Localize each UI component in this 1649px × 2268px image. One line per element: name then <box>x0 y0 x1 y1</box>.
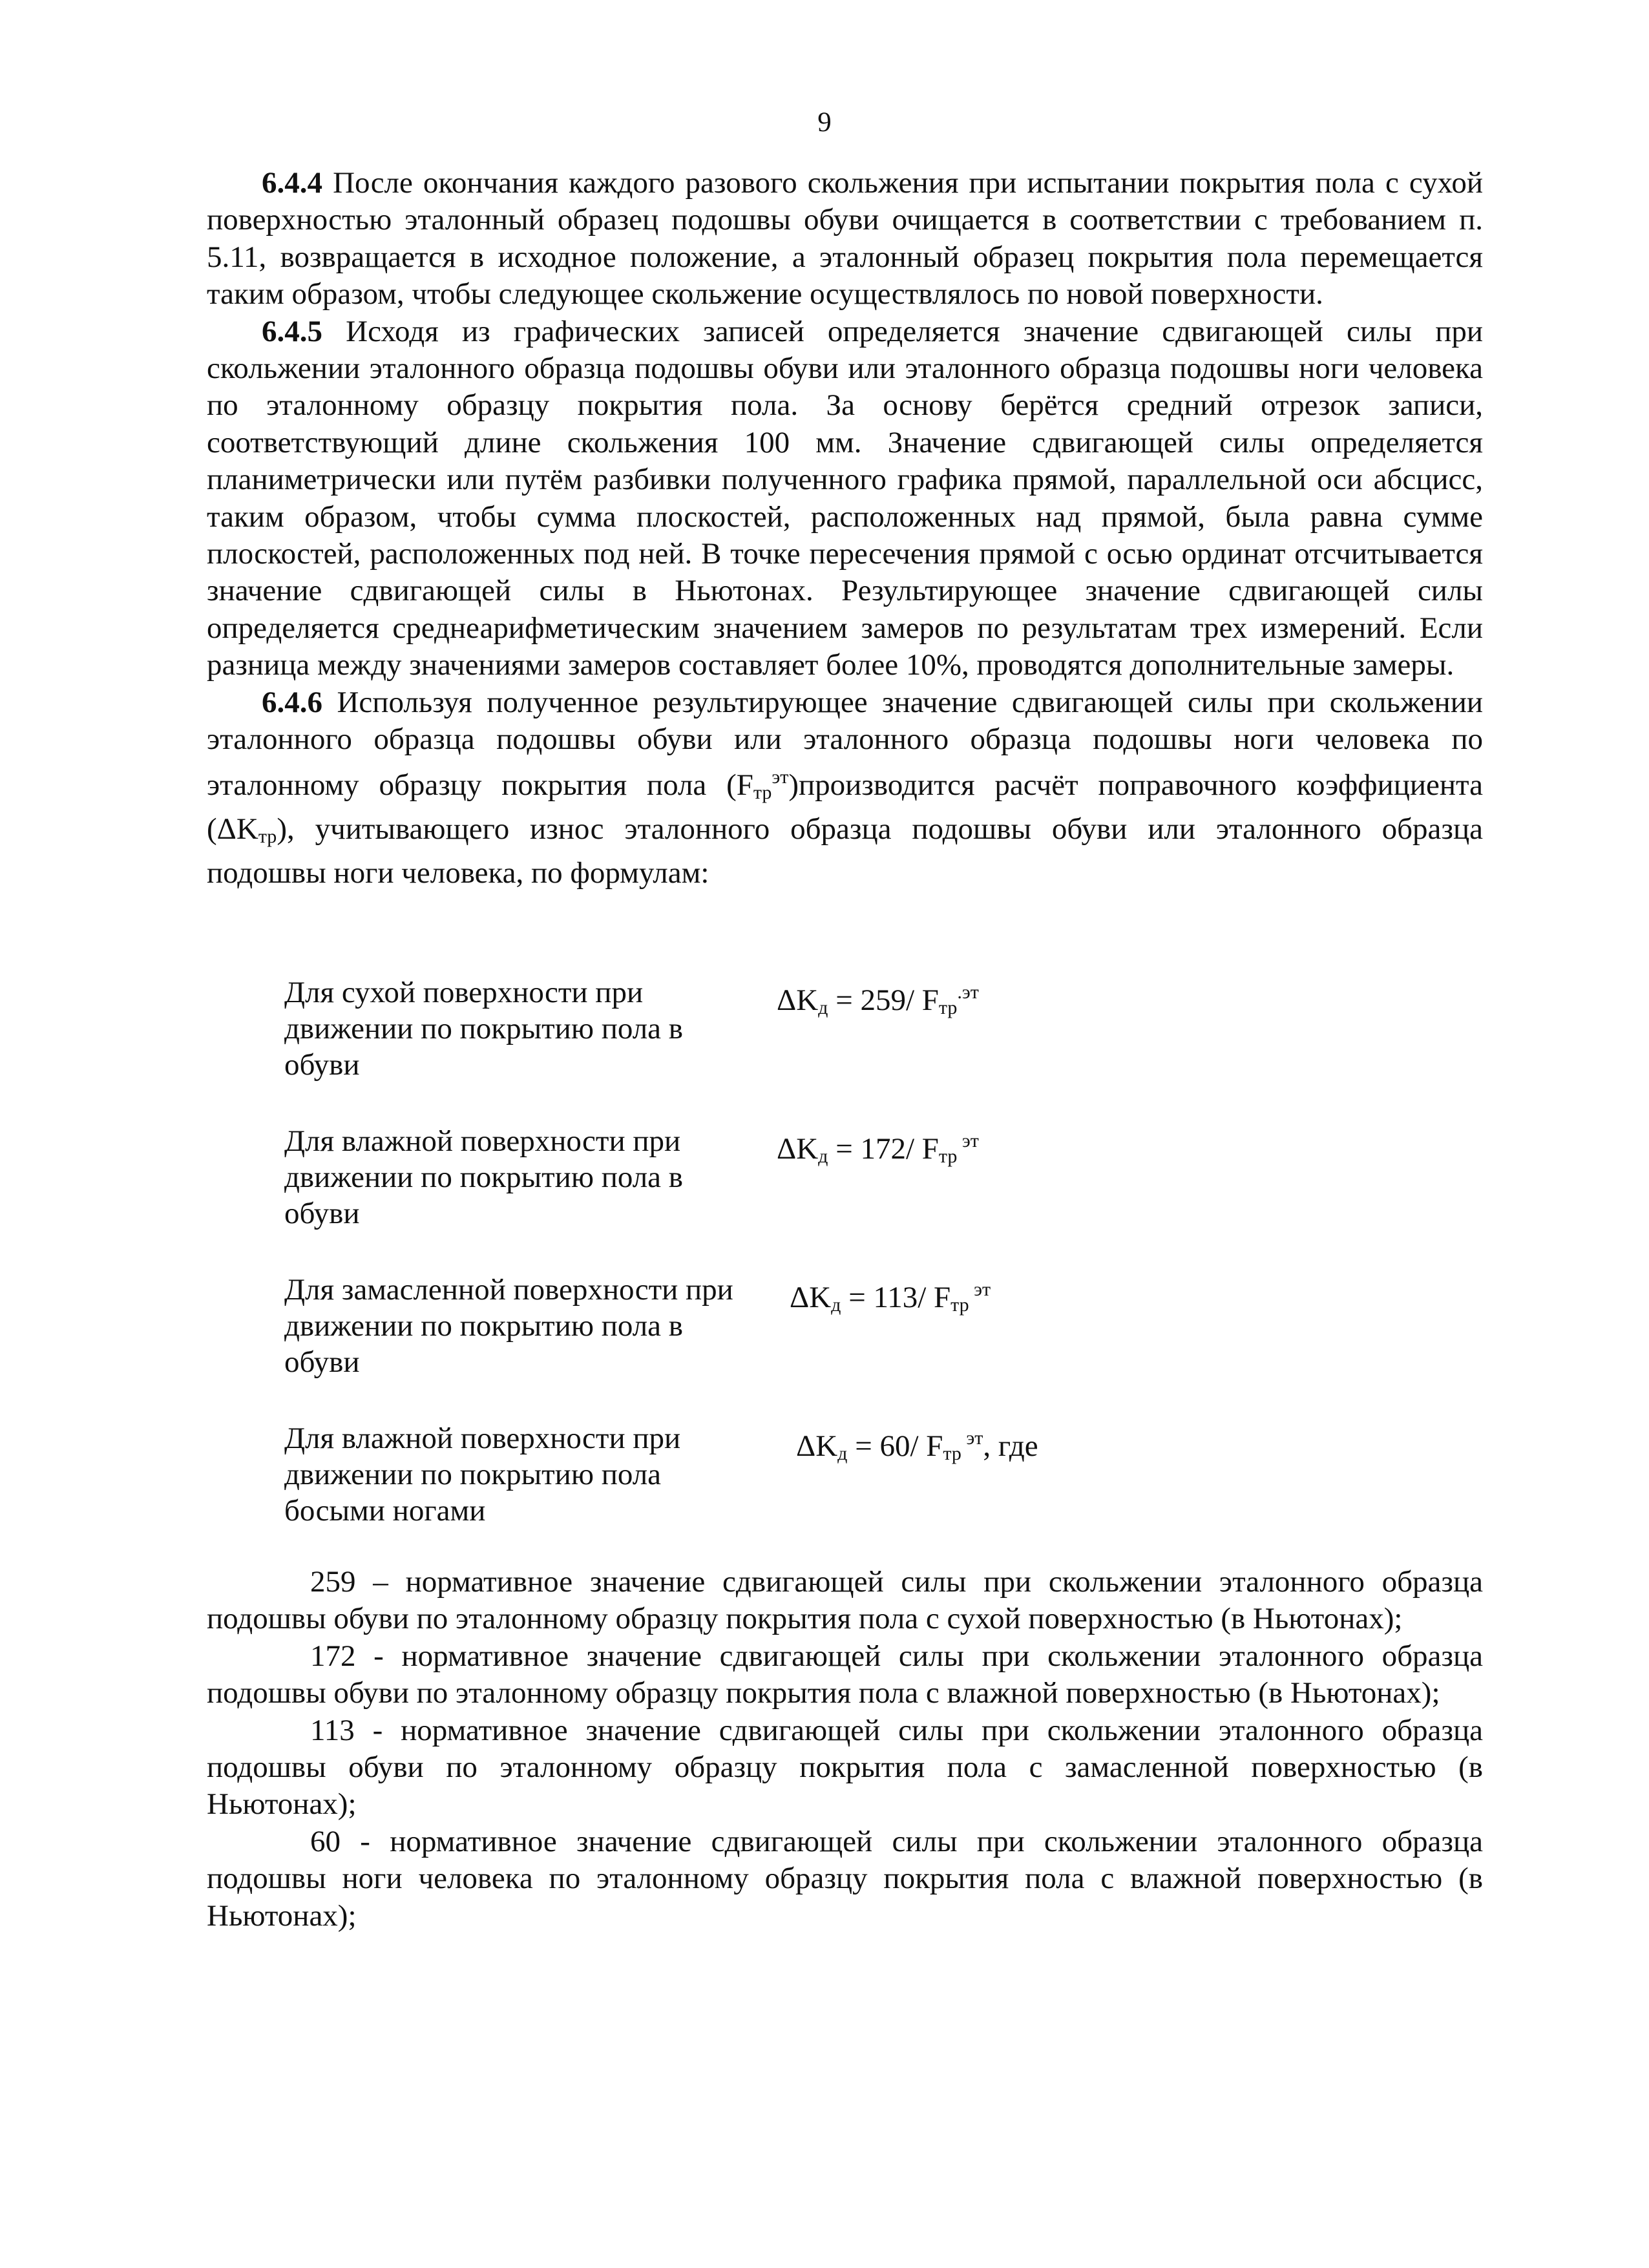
formula-tail: , где <box>983 1429 1038 1463</box>
formula-rhs: = 60/ F <box>847 1429 943 1463</box>
paragraph-text-part: )производится расчёт поправочного коэффициента (ΔK <box>207 768 1484 846</box>
note-item: 259 – нормативное значение сдвигающей силы при скольжении эталонного образца подошвы обуви по эталонному образцу покрытия пола с сухой поверхностью (в Ньютонах); <box>207 1565 1483 1636</box>
formula-lhs: ΔK <box>777 983 819 1017</box>
subscript: тр <box>258 825 277 847</box>
superscript: эт <box>961 1427 983 1449</box>
formula-list <box>284 974 1189 1569</box>
formula-lhs: ΔK <box>796 1429 838 1463</box>
subscript: тр <box>951 1294 969 1316</box>
formula-row <box>284 974 1189 1123</box>
superscript: эт <box>772 766 789 788</box>
subscript: д <box>818 1146 828 1167</box>
formula <box>777 974 979 1026</box>
subscript: тр <box>938 1146 958 1167</box>
subscript: д <box>818 997 828 1018</box>
formula-description: Для влажной поверхности при движении по покрытию пола босыми ногами <box>284 1422 681 1528</box>
formula <box>790 1272 991 1323</box>
page-number: 9 <box>817 107 832 138</box>
subscript: тр <box>938 997 958 1018</box>
formula-description: Для замасленной поверхности при движении по покрытию пола в обуви <box>284 1273 733 1379</box>
section-number: 6.4.4 <box>262 166 322 200</box>
section-number: 6.4.5 <box>262 314 322 348</box>
formula-lhs: ΔK <box>790 1281 832 1314</box>
paragraph-text-part: Используя полученное результирующее значение сдвигающей силы при скольжении эталонного образца подошвы обуви или эталонного образца подошвы ноги человека по эталонному образцу покрытия пола (F <box>207 685 1484 802</box>
subscript: тр <box>753 781 772 803</box>
notes-list <box>207 1564 1483 1935</box>
paragraph-text-part: ), учитывающего износ эталонного образца подошвы обуви или эталонного образца подошвы ноги человека, по формулам: <box>207 812 1483 890</box>
superscript: эт <box>969 1279 991 1300</box>
formula-rhs: = 259/ F <box>828 983 939 1017</box>
paragraph-text: Исходя из графических записей определяется значение сдвигающей силы при скольжении эталонного образца подошвы обуви или эталонного образца подошвы ноги человека по эталонному образцу покрытия пола. За основу берётся средний отрезок записи, соответствующий длине скольжения 100 мм. Значение сдвигающей силы определяется планиметрически или путём разбивки полученного графика прямой, параллельной оси абсцисс, таким образом, чтобы сумма плоскостей, расположенных над прямой, была равна сумме плоскостей, расположенных под ней. В точке пересечения прямой с осью ординат отсчитывается значение сдвигающей силы в Ньютонах. Результирующее значение сдвигающей силы определяется среднеарифметическим значением замеров по результатам трех измерений. Если разница между значениями замеров составляет более 10%, проводятся дополнительные замеры. <box>207 314 1483 682</box>
subscript: тр <box>943 1443 961 1464</box>
note-item: 60 - нормативное значение сдвигающей силы при скольжении эталонного образца подошвы ноги человека по эталонному образцу покрытия пола с влажной поверхностью (в Ньютонах); <box>207 1824 1483 1933</box>
paragraph-text: После окончания каждого разового скольжения при испытании покрытия пола с сухой поверхностью эталонный образец подошвы обуви очищается в соответствии с требованием п. 5.11, возвращается в исходное положение, а эталонный образец покрытия пола перемещается таким образом, чтобы следующее скольжение осуществлялось по новой поверхности. <box>207 166 1484 311</box>
paragraph-6-4-4 <box>207 165 1483 313</box>
section-number: 6.4.6 <box>262 685 322 719</box>
note-item: 113 - нормативное значение сдвигающей силы при скольжении эталонного образца подошвы обуви по эталонному образцу покрытия пола с замасленной поверхностью (в Ньютонах); <box>207 1713 1483 1822</box>
superscript: эт <box>957 1130 979 1151</box>
paragraph-6-4-5 <box>207 313 1483 684</box>
formula-lhs: ΔK <box>777 1132 819 1166</box>
formula-row <box>284 1420 1189 1569</box>
formula <box>777 1123 979 1175</box>
formula-description: Для влажной поверхности при движении по покрытию пола в обуви <box>284 1124 683 1230</box>
formula-rhs: = 113/ F <box>841 1281 951 1314</box>
superscript: .эт <box>957 982 979 1003</box>
formula-row <box>284 1123 1189 1272</box>
formula <box>796 1420 1038 1472</box>
formula-rhs: = 172/ F <box>828 1132 939 1166</box>
formula-row <box>284 1272 1189 1420</box>
body-text <box>207 165 1483 892</box>
formula-description: Для сухой поверхности при движении по покрытию пола в обуви <box>284 976 683 1082</box>
subscript: д <box>831 1294 841 1316</box>
subscript: д <box>837 1443 848 1464</box>
paragraph-6-4-6 <box>207 684 1483 892</box>
note-item: 172 - нормативное значение сдвигающей силы при скольжении эталонного образца подошвы обуви по эталонному образцу покрытия пола с влажной поверхностью (в Ньютонах); <box>207 1639 1483 1710</box>
